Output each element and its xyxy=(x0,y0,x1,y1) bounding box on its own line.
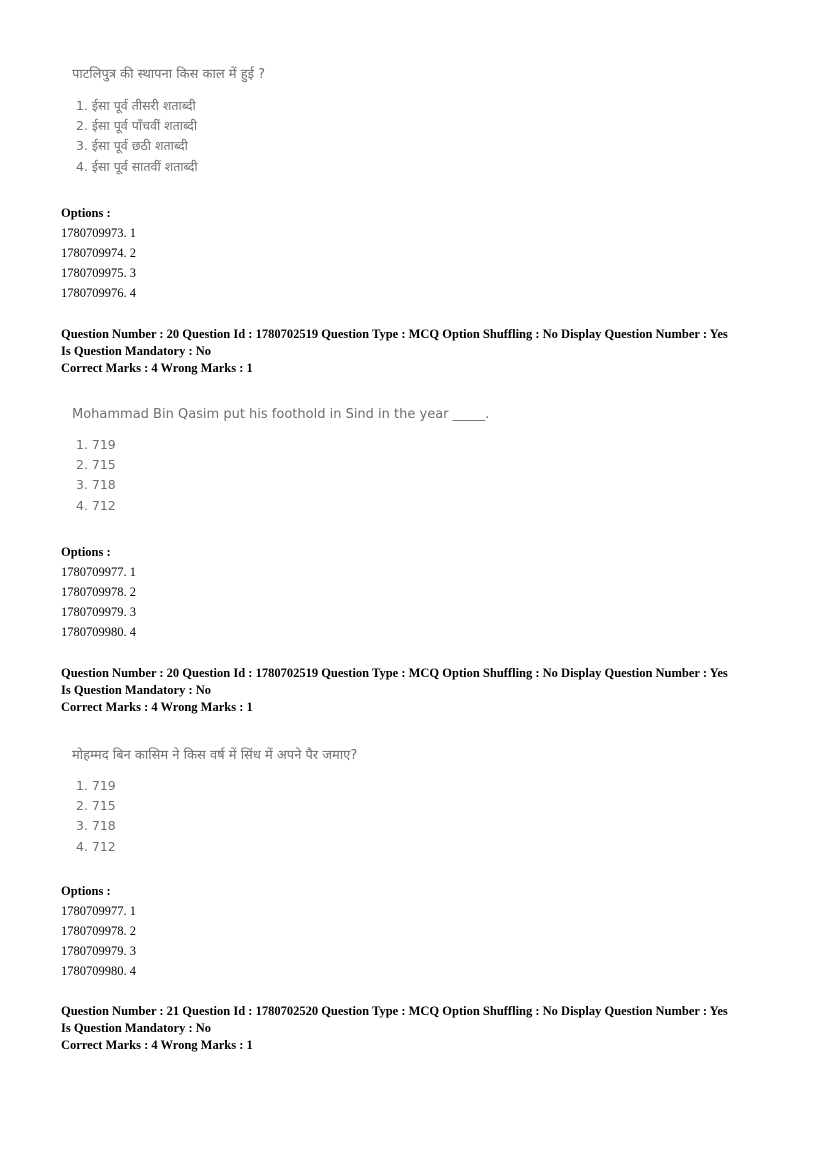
question-image-qasim-hi xyxy=(72,745,357,857)
options-label: Options : xyxy=(61,545,111,559)
answer-choice-4: 4. 712 xyxy=(76,497,116,513)
question-image-qasim-en xyxy=(72,407,489,516)
answer-choice-2: 2. 715 xyxy=(76,798,116,814)
option-id: 1780709978. 2 xyxy=(61,585,136,599)
option-id: 1780709979. 3 xyxy=(61,944,136,958)
question-image-pataliputra xyxy=(72,64,265,177)
option-id: 1780709976. 4 xyxy=(61,286,136,300)
option-id: 1780709979. 3 xyxy=(61,605,136,619)
question-text: मोहम्मद बिन कासिम ने किस वर्ष में सिंध में अपने पैर जमाए? xyxy=(72,748,358,763)
answer-choice-3: 3. ईसा पूर्व छठी शताब्दी xyxy=(76,138,188,154)
option-id: 1780709980. 4 xyxy=(61,625,136,639)
options-label: Options : xyxy=(61,884,111,898)
options-label: Options : xyxy=(61,206,111,220)
answer-choice-3: 3. 718 xyxy=(76,818,116,834)
mandatory-line: Is Question Mandatory : No xyxy=(61,1021,212,1035)
options-section-1 xyxy=(61,205,136,303)
options-section-3 xyxy=(61,883,136,981)
marks-line: Correct Marks : 4 Wrong Marks : 1 xyxy=(61,700,253,714)
mandatory-line: Is Question Mandatory : No xyxy=(61,683,212,697)
question-meta-line: Question Number : 21 Question Id : 1780702520 Question Type : MCQ Option Shuffling : No Display Question Number : Yes xyxy=(61,1004,728,1018)
question-text: पाटलिपुत्र की स्थापना किस काल में हुई ? xyxy=(72,67,266,82)
answer-choice-1: 1. 719 xyxy=(76,778,116,793)
answer-choice-1: 1. ईसा पूर्व तीसरी शताब्दी xyxy=(76,98,196,113)
question-meta-line: Question Number : 20 Question Id : 1780702519 Question Type : MCQ Option Shuffling : No Display Question Number : Yes xyxy=(61,327,728,341)
question-meta-20-en xyxy=(61,326,728,377)
option-id: 1780709978. 2 xyxy=(61,924,136,938)
mandatory-line: Is Question Mandatory : No xyxy=(61,344,212,358)
answer-choice-4: 4. 712 xyxy=(76,838,116,854)
question-meta-20-hi xyxy=(61,665,728,716)
question-meta-line: Question Number : 20 Question Id : 1780702519 Question Type : MCQ Option Shuffling : No Display Question Number : Yes xyxy=(61,666,728,680)
question-text: Mohammad Bin Qasim put his foothold in Sind in the year _____. xyxy=(72,407,490,422)
option-id: 1780709977. 1 xyxy=(61,904,136,918)
option-id: 1780709974. 2 xyxy=(61,246,136,260)
answer-choice-1: 1. 719 xyxy=(76,437,116,452)
answer-choice-3: 3. 718 xyxy=(76,477,116,493)
option-id: 1780709973. 1 xyxy=(61,226,136,240)
answer-choice-4: 4. ईसा पूर्व सातवीं शताब्दी xyxy=(76,158,198,174)
marks-line: Correct Marks : 4 Wrong Marks : 1 xyxy=(61,1038,253,1052)
options-section-2 xyxy=(61,544,136,642)
option-id: 1780709975. 3 xyxy=(61,266,136,280)
option-id: 1780709977. 1 xyxy=(61,565,136,579)
marks-line: Correct Marks : 4 Wrong Marks : 1 xyxy=(61,361,253,375)
answer-choice-2: 2. ईसा पूर्व पाँचवीं शताब्दी xyxy=(76,118,198,134)
answer-choice-2: 2. 715 xyxy=(76,457,116,473)
question-meta-21 xyxy=(61,1003,728,1054)
option-id: 1780709980. 4 xyxy=(61,964,136,978)
